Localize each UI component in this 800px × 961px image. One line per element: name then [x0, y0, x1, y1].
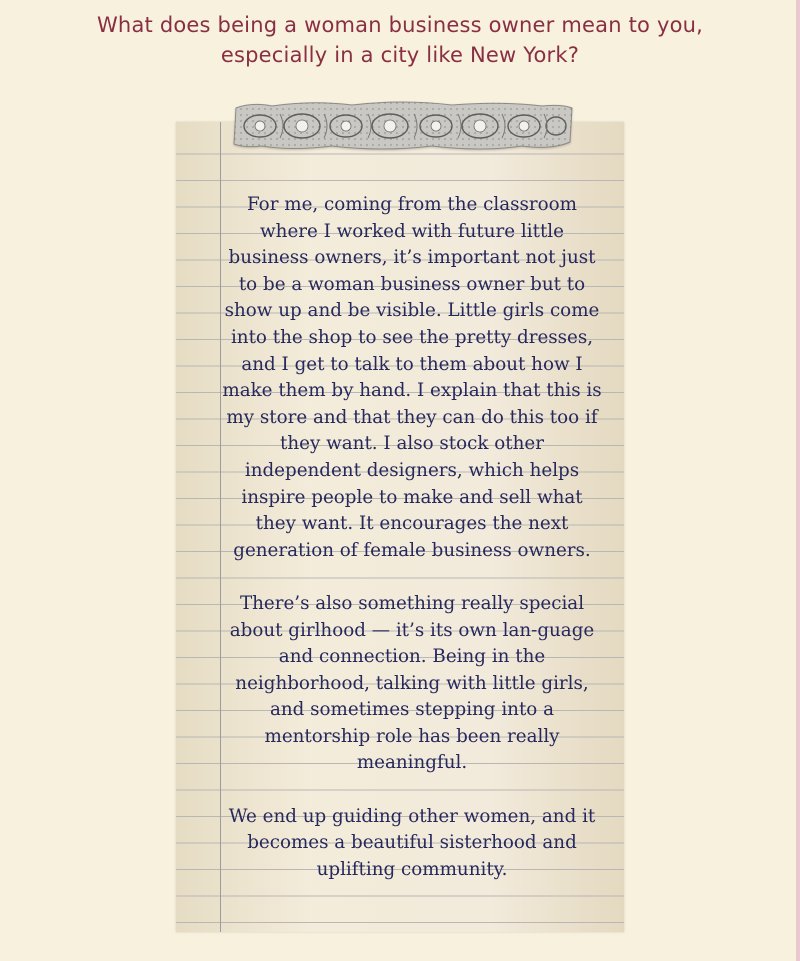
answer-paragraph-1: For me, coming from the classroom where I worked with future little business owners, it’s important not just to be a woman business owner but to show up and be visible. Little girls come into the shop to see the pretty dresses, and I get to talk to them about how I make them by hand. I explain that this is my store and that they can do this too if they want. I also stock other independent designers, which helps inspire people to make and sell what they want. It encourages the next generation of female business owners. — [222, 194, 602, 561]
lace-trim-decoration — [232, 100, 574, 152]
page-right-edge — [796, 0, 800, 961]
interview-question: What does being a woman business owner mean to you, especially in a city like New York? — [96, 13, 704, 67]
answer-paragraph-2: There’s also something really special about girlhood — it’s its own lan-guage and connection. Being in the neighborhood, talking with little girls, and sometimes stepping into a mentorship role has been really meaningful. — [229, 592, 595, 774]
answer-text — [220, 192, 604, 910]
answer-paragraph-3: We end up guiding other women, and it becomes a beautiful sisterhood and uplifting community. — [228, 805, 596, 880]
